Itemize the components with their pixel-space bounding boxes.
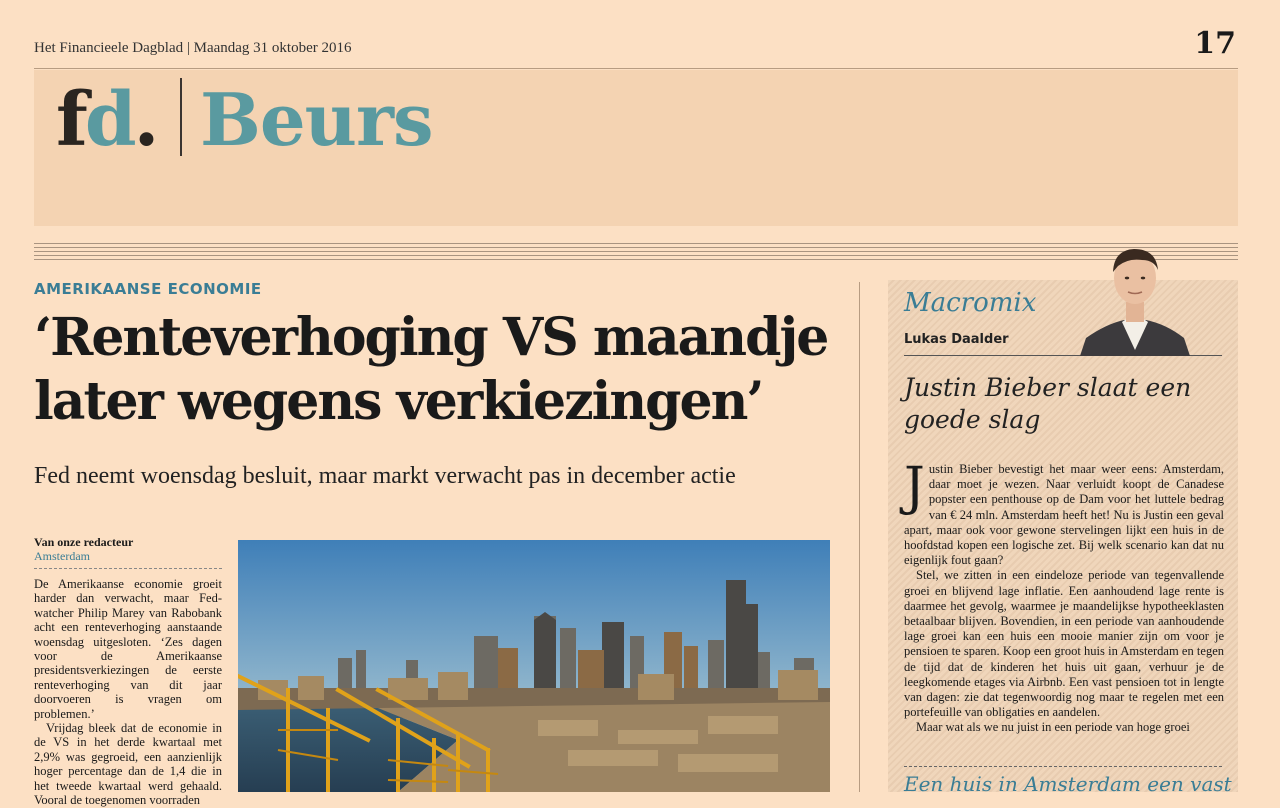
page-number: 17 — [1194, 26, 1236, 61]
article-subhead: Fed neemt woensdag besluit, maar markt verwacht pas in december actie — [34, 463, 736, 489]
column-divider — [859, 282, 860, 792]
sidebar-body — [904, 457, 1224, 736]
byline-rule — [34, 568, 222, 569]
sidebar-paragraph-first — [904, 457, 1224, 568]
article-paragraph: De Amerikaanse economie groeit harder dan verwacht, maar Fed-watcher Philip Marey van Rabobank acht een renteverhoging aanstaande woensdag uitgesloten. ‘Zes dagen voor de Amerikaanse presidentsverkiezingen de eerste renteverhoging van dit jaar doorvoeren is vragen om problemen.’ — [34, 577, 222, 721]
logo-d: d — [84, 77, 134, 163]
top-rule — [34, 68, 1238, 69]
sidebar-column — [888, 280, 1238, 796]
sidebar-headline: Justin Bieber slaat een goede slag — [904, 373, 1192, 434]
logo-divider — [180, 78, 182, 156]
byline-place: Amsterdam — [34, 549, 90, 563]
dropcap: J — [904, 457, 925, 517]
columnist-name: Lukas Daalder — [904, 332, 1009, 347]
sidebar-paragraph: Maar wat als we nu juist in een periode van hoge groei — [916, 720, 1190, 735]
sidebar-paragraph-text: ustin Bieber bevestigt het maar weer eens: Amsterdam, daar moet je wezen. Naar verluidt koopt de Canadese popster een penthouse op de Dam voor het luttele bedrag van € 24 mln. Amsterdam heeft het! Nu is Justin een geval apart, maar ook voor gewone stervelingen lijkt een huis in de hoofdstad kopen een logische zet. Bij welk scenario kan dat nu eigenlijk fout gaan? — [904, 462, 1224, 568]
columnist-portrait — [1076, 238, 1194, 356]
masthead-line: Het Financieele Dagblad | Maandag 31 oktober 2016 — [34, 40, 352, 56]
sidebar-next-heading: Een huis in Amsterdam een vast — [904, 772, 1232, 796]
logo-dot: . — [133, 77, 157, 163]
article-paragraph: Vrijdag bleek dat de economie in de VS in het derde kwartaal met 2,9% was gegroeid, een aanzienlijk hoger percentage dan de 1,4 die in het tweede kwartaal werd gehaald. Vooral de toegenomen voorraden — [34, 721, 222, 808]
sidebar-rule-bottom — [904, 766, 1222, 767]
section-title: Beurs — [200, 77, 433, 162]
section-header — [34, 70, 1238, 226]
byline-label: Van onze redacteur — [34, 535, 134, 549]
seattle-skyline-photo — [238, 540, 830, 792]
article-photo — [238, 540, 830, 792]
columnist-photo — [1076, 238, 1194, 356]
article-headline: ‘Renteverhoging VS maandje later wegens verkiezingen’ — [34, 307, 828, 432]
stripe-rule — [34, 243, 1238, 263]
fd-logo — [56, 74, 156, 166]
logo-f: f — [56, 77, 85, 163]
article-body — [34, 577, 222, 808]
sidebar-paragraph: Stel, we zitten in een eindeloze periode van tegenvallende groei en blijvend lage inflatie. Een aanhoudend lage rente is daarmee het gevolg, waarmee je maandelijkse hypotheeklasten betaalbaar blijven. Bovendien, in een periode van aanhoudende lage groei kan een huis een mooie manier zijn om voor je pensioen te sparen. Koop een groot huis in Amsterdam en tegen de tijd dat de kinderen het huis uit gaan, verhuur je de leegkomende etages via Airbnb. Een vast pensioen tot in lengte van dagen: zie dat tegenwoordig nog maar te regelen met een portefeuille van obligaties en aandelen. — [904, 568, 1224, 720]
column-name: Macromix — [904, 288, 1037, 318]
article-kicker: AMERIKAANSE ECONOMIE — [34, 280, 262, 298]
